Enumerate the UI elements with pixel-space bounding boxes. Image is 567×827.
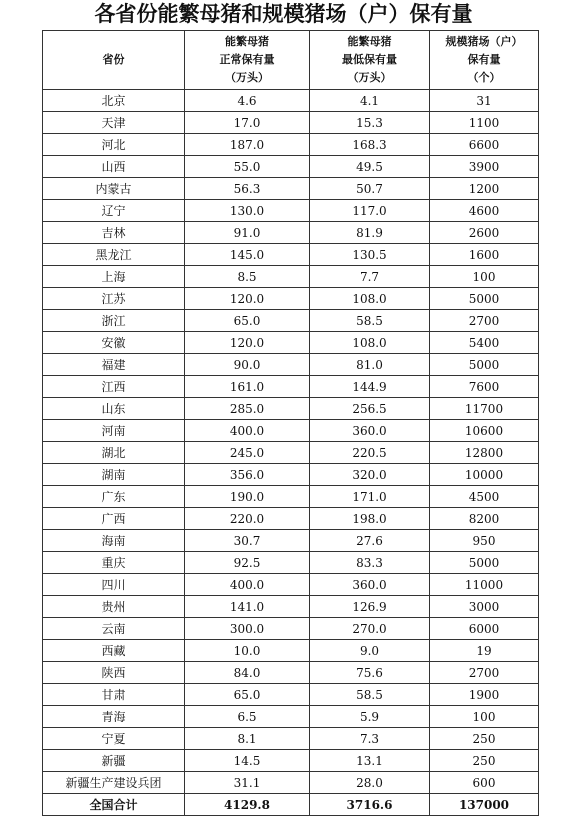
table-row (43, 486, 539, 508)
farms-cell: 12800 (430, 442, 539, 464)
farms-cell: 5000 (430, 288, 539, 310)
normal-sows-cell: 400.0 (185, 420, 310, 442)
normal-sows-cell: 8.5 (185, 266, 310, 288)
normal-sows-cell: 17.0 (185, 112, 310, 134)
province-cell: 甘肃 (43, 684, 185, 706)
normal-sows-cell: 84.0 (185, 662, 310, 684)
province-cell: 山东 (43, 398, 185, 420)
farms-cell: 11700 (430, 398, 539, 420)
total-farms: 137000 (430, 794, 539, 816)
normal-sows-cell: 245.0 (185, 442, 310, 464)
header-line: 正常保有量 (219, 53, 275, 66)
province-cell: 山西 (43, 156, 185, 178)
normal-sows-cell: 56.3 (185, 178, 310, 200)
table-row (43, 288, 539, 310)
province-cell: 广东 (43, 486, 185, 508)
province-cell: 内蒙古 (43, 178, 185, 200)
total-label: 全国合计 (43, 794, 185, 816)
table-row (43, 376, 539, 398)
farms-cell: 6000 (430, 618, 539, 640)
province-cell: 湖南 (43, 464, 185, 486)
province-cell: 江苏 (43, 288, 185, 310)
province-cell: 江西 (43, 376, 185, 398)
normal-sows-cell: 400.0 (185, 574, 310, 596)
farms-cell: 1200 (430, 178, 539, 200)
table-row (43, 354, 539, 376)
farms-cell: 600 (430, 772, 539, 794)
province-cell: 黑龙江 (43, 244, 185, 266)
province-cell: 浙江 (43, 310, 185, 332)
farms-cell: 19 (430, 640, 539, 662)
table-footer (43, 794, 539, 816)
farms-cell: 100 (430, 706, 539, 728)
table-row (43, 178, 539, 200)
farms-cell: 1100 (430, 112, 539, 134)
total-normal-sows: 4129.8 (185, 794, 310, 816)
min-sows-cell: 360.0 (310, 574, 430, 596)
header-line: （个） (467, 71, 501, 84)
farms-cell: 5000 (430, 552, 539, 574)
table-row (43, 618, 539, 640)
province-cell: 辽宁 (43, 200, 185, 222)
province-cell: 重庆 (43, 552, 185, 574)
table-row (43, 90, 539, 112)
min-sows-cell: 7.3 (310, 728, 430, 750)
normal-sows-cell: 130.0 (185, 200, 310, 222)
header-province (43, 31, 185, 90)
table-header (43, 31, 539, 90)
min-sows-cell: 58.5 (310, 684, 430, 706)
province-cell: 湖北 (43, 442, 185, 464)
min-sows-cell: 270.0 (310, 618, 430, 640)
farms-cell: 10600 (430, 420, 539, 442)
province-cell: 天津 (43, 112, 185, 134)
table-row (43, 156, 539, 178)
table-row (43, 640, 539, 662)
min-sows-cell: 75.6 (310, 662, 430, 684)
min-sows-cell: 108.0 (310, 288, 430, 310)
province-cell: 贵州 (43, 596, 185, 618)
min-sows-cell: 83.3 (310, 552, 430, 574)
normal-sows-cell: 90.0 (185, 354, 310, 376)
farms-cell: 7600 (430, 376, 539, 398)
min-sows-cell: 360.0 (310, 420, 430, 442)
normal-sows-cell: 31.1 (185, 772, 310, 794)
header-line: 能繁母猪 (225, 35, 269, 48)
table-row (43, 706, 539, 728)
min-sows-cell: 49.5 (310, 156, 430, 178)
min-sows-cell: 126.9 (310, 596, 430, 618)
header-line: 保有量 (467, 53, 501, 66)
normal-sows-cell: 141.0 (185, 596, 310, 618)
table-row (43, 200, 539, 222)
province-cell: 青海 (43, 706, 185, 728)
normal-sows-cell: 145.0 (185, 244, 310, 266)
normal-sows-cell: 92.5 (185, 552, 310, 574)
normal-sows-cell: 8.1 (185, 728, 310, 750)
farms-cell: 950 (430, 530, 539, 552)
farms-cell: 31 (430, 90, 539, 112)
min-sows-cell: 7.7 (310, 266, 430, 288)
table-row (43, 552, 539, 574)
header-line: 省份 (102, 53, 125, 66)
farms-cell: 1900 (430, 684, 539, 706)
table-row (43, 508, 539, 530)
province-cell: 陕西 (43, 662, 185, 684)
table-row (43, 464, 539, 486)
table-row (43, 574, 539, 596)
province-cell: 安徽 (43, 332, 185, 354)
min-sows-cell: 50.7 (310, 178, 430, 200)
province-cell: 新疆生产建设兵团 (43, 772, 185, 794)
table-row (43, 310, 539, 332)
header-line: 能繁母猪 (347, 35, 392, 48)
header-line: 规模猪场（户） (445, 35, 523, 48)
normal-sows-cell: 30.7 (185, 530, 310, 552)
min-sows-cell: 171.0 (310, 486, 430, 508)
normal-sows-cell: 120.0 (185, 332, 310, 354)
min-sows-cell: 58.5 (310, 310, 430, 332)
min-sows-cell: 108.0 (310, 332, 430, 354)
data-table (42, 30, 539, 816)
normal-sows-cell: 91.0 (185, 222, 310, 244)
province-cell: 上海 (43, 266, 185, 288)
total-row (43, 794, 539, 816)
table-row (43, 134, 539, 156)
farms-cell: 250 (430, 728, 539, 750)
min-sows-cell: 81.0 (310, 354, 430, 376)
min-sows-cell: 144.9 (310, 376, 430, 398)
normal-sows-cell: 161.0 (185, 376, 310, 398)
farms-cell: 3900 (430, 156, 539, 178)
normal-sows-cell: 190.0 (185, 486, 310, 508)
normal-sows-cell: 14.5 (185, 750, 310, 772)
table-row (43, 684, 539, 706)
min-sows-cell: 198.0 (310, 508, 430, 530)
province-cell: 新疆 (43, 750, 185, 772)
province-cell: 四川 (43, 574, 185, 596)
farms-cell: 4500 (430, 486, 539, 508)
table-row (43, 530, 539, 552)
farms-cell: 4600 (430, 200, 539, 222)
min-sows-cell: 320.0 (310, 464, 430, 486)
table-row (43, 662, 539, 684)
province-cell: 云南 (43, 618, 185, 640)
min-sows-cell: 28.0 (310, 772, 430, 794)
min-sows-cell: 220.5 (310, 442, 430, 464)
normal-sows-cell: 187.0 (185, 134, 310, 156)
farms-cell: 5400 (430, 332, 539, 354)
min-sows-cell: 5.9 (310, 706, 430, 728)
table-row (43, 398, 539, 420)
table-row (43, 772, 539, 794)
farms-cell: 2600 (430, 222, 539, 244)
table-row (43, 332, 539, 354)
min-sows-cell: 9.0 (310, 640, 430, 662)
farms-cell: 2700 (430, 310, 539, 332)
province-cell: 西藏 (43, 640, 185, 662)
farms-cell: 11000 (430, 574, 539, 596)
header-line: 最低保有量 (342, 53, 397, 66)
farms-cell: 6600 (430, 134, 539, 156)
normal-sows-cell: 300.0 (185, 618, 310, 640)
normal-sows-cell: 55.0 (185, 156, 310, 178)
min-sows-cell: 130.5 (310, 244, 430, 266)
header-line: （万头） (225, 71, 269, 84)
header-farms (430, 31, 539, 90)
normal-sows-cell: 65.0 (185, 310, 310, 332)
normal-sows-cell: 10.0 (185, 640, 310, 662)
table-row (43, 596, 539, 618)
table-row (43, 442, 539, 464)
header-min-sows (310, 31, 430, 90)
province-cell: 海南 (43, 530, 185, 552)
farms-cell: 3000 (430, 596, 539, 618)
province-cell: 吉林 (43, 222, 185, 244)
table-row (43, 420, 539, 442)
table-row (43, 750, 539, 772)
min-sows-cell: 256.5 (310, 398, 430, 420)
table-row (43, 244, 539, 266)
min-sows-cell: 4.1 (310, 90, 430, 112)
table-row (43, 222, 539, 244)
min-sows-cell: 81.9 (310, 222, 430, 244)
min-sows-cell: 27.6 (310, 530, 430, 552)
farms-cell: 100 (430, 266, 539, 288)
normal-sows-cell: 4.6 (185, 90, 310, 112)
header-line: （万头） (347, 71, 392, 84)
province-cell: 河北 (43, 134, 185, 156)
farms-cell: 5000 (430, 354, 539, 376)
header-row (43, 31, 539, 90)
total-min-sows: 3716.6 (310, 794, 430, 816)
table-body (43, 90, 539, 794)
normal-sows-cell: 65.0 (185, 684, 310, 706)
min-sows-cell: 13.1 (310, 750, 430, 772)
province-cell: 河南 (43, 420, 185, 442)
province-cell: 北京 (43, 90, 185, 112)
min-sows-cell: 168.3 (310, 134, 430, 156)
normal-sows-cell: 220.0 (185, 508, 310, 530)
farms-cell: 250 (430, 750, 539, 772)
farms-cell: 10000 (430, 464, 539, 486)
table-row (43, 728, 539, 750)
province-cell: 宁夏 (43, 728, 185, 750)
table-row (43, 112, 539, 134)
header-normal-sows (185, 31, 310, 90)
normal-sows-cell: 356.0 (185, 464, 310, 486)
farms-cell: 2700 (430, 662, 539, 684)
normal-sows-cell: 6.5 (185, 706, 310, 728)
farms-cell: 1600 (430, 244, 539, 266)
province-cell: 广西 (43, 508, 185, 530)
table-row (43, 266, 539, 288)
normal-sows-cell: 285.0 (185, 398, 310, 420)
min-sows-cell: 15.3 (310, 112, 430, 134)
province-cell: 福建 (43, 354, 185, 376)
min-sows-cell: 117.0 (310, 200, 430, 222)
page-title: 各省份能繁母猪和规模猪场（户）保有量 (94, 2, 473, 26)
farms-cell: 8200 (430, 508, 539, 530)
normal-sows-cell: 120.0 (185, 288, 310, 310)
